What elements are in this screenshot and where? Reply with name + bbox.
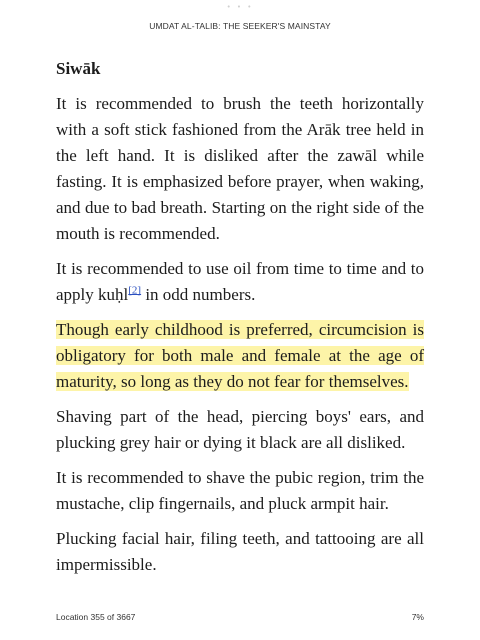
highlighted-passage[interactable]: Though early childhood is preferred, circumcision is obligatory for both male and female at the age of maturity, so long as they do not fear for themselves. [56, 320, 424, 391]
paragraph-impermissible [56, 526, 424, 578]
paragraph-grooming [56, 465, 424, 517]
paragraph-text: It is recommended to brush the teeth horizontally with a soft stick fashioned from the Arāk tree held in the left hand. It is disliked after the zawāl while fasting. It is emphasized before prayer, when waking, and due to bad breath. Starting on the right side of the mouth is recommended. [56, 94, 424, 243]
book-title[interactable]: UMDAT AL-TALIB: THE SEEKER'S MAINSTAY [149, 21, 331, 31]
paragraph-text: in odd numbers. [141, 285, 256, 304]
paragraph-siwak [56, 91, 424, 247]
progress-percentage[interactable]: 7% [411, 612, 424, 622]
paragraph-text: It is recommended to use oil from time to time and to apply kuḥl [56, 259, 424, 304]
section-heading: Siwāk [56, 59, 101, 78]
paragraph-oil-kuhl [56, 256, 424, 308]
paragraph-circumcision [56, 317, 424, 395]
paragraph-text: It is recommended to shave the pubic region, trim the mustache, clip fingernails, and pluck armpit hair. [56, 468, 424, 513]
paragraph-text: Shaving part of the head, piercing boys' ears, and plucking grey hair or dying it black are all disliked. [56, 407, 424, 452]
page-content [56, 56, 424, 587]
paragraph-shaving [56, 404, 424, 456]
drag-handle[interactable]: • • • [226, 3, 254, 11]
footnote-link[interactable]: [2] [128, 284, 142, 297]
paragraph-text: Plucking facial hair, filing teeth, and tattooing are all impermissible. [56, 529, 424, 574]
reading-footer[interactable] [56, 612, 424, 622]
location-indicator[interactable]: Location 355 of 3667 [56, 612, 136, 622]
